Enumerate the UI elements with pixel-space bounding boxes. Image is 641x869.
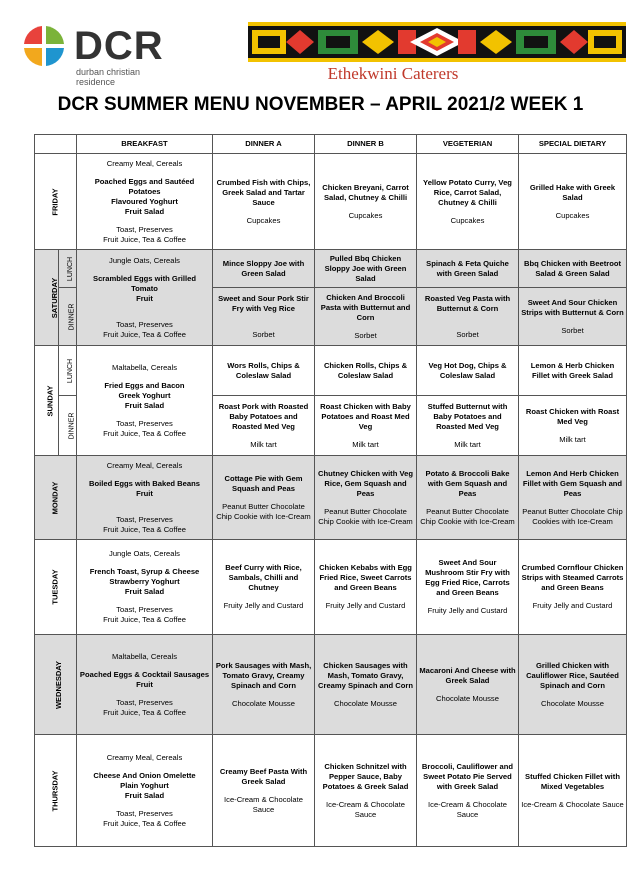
- dinner-a-cell: [213, 396, 315, 456]
- logo-subtitle: durban christian residence: [76, 67, 141, 87]
- vegetarian-cell: [417, 735, 519, 847]
- menu-line: Creamy Meal, Cereals: [106, 158, 183, 168]
- dinner-a-cell: [213, 288, 315, 346]
- page-title: DCR SUMMER MENU NOVEMBER – APRIL 2021/2 WEEK 1: [57, 94, 584, 115]
- menu-line: Chicken Sausages with Mash, Tomato Gravy, Creamy Spinach and Corn: [318, 660, 413, 690]
- dinner-b-cell: [315, 288, 417, 346]
- vegetarian-cell: [417, 396, 519, 456]
- menu-line: Toast, Preserves: [116, 224, 173, 234]
- menu-line: [215, 494, 312, 502]
- menu-line: [79, 411, 210, 419]
- menu-line: Roast Chicken with Roast Med Veg: [525, 406, 620, 426]
- breakfast-cell: [77, 250, 213, 346]
- menu-line: Chicken And Broccoli Pasta with Butternut and Corn: [320, 292, 411, 322]
- menu-line: Toast, Preserves: [116, 697, 173, 707]
- dinner-a-cell: [213, 635, 315, 735]
- menu-line: [419, 598, 516, 606]
- lunch-b-cell: [315, 346, 417, 396]
- menu-line: Sweet And Sour Chicken Strips with Butternut & Corn: [521, 297, 624, 317]
- saturday-lunch-label: LUNCH: [59, 250, 77, 288]
- special-cell: [519, 154, 627, 250]
- menu-line: Roasted Veg Pasta with Butternut & Corn: [424, 293, 511, 313]
- menu-line: [215, 787, 312, 795]
- menu-line: Chutney Chicken with Veg Rice, Gem Squash and Peas: [318, 468, 413, 498]
- menu-line: [317, 323, 414, 331]
- menu-line: Milk tart: [352, 439, 379, 449]
- menu-line: Creamy Meal, Cereals: [106, 752, 183, 762]
- menu-line: [215, 593, 312, 601]
- menu-line: Pork Sausages with Mash, Tomato Gravy, Creamy Spinach and Corn: [215, 660, 312, 690]
- menu-line: Peanut Butter Chocolate Chip Cookie with Ice-Cream: [216, 501, 311, 521]
- menu-line: Fruity Jelly and Custard: [223, 601, 304, 610]
- menu-line: Lemon And Herb Chicken Fillet with Gem Squash and Peas: [522, 468, 623, 498]
- col-special: SPECIAL DIETARY: [519, 135, 627, 154]
- menu-line: French Toast, Syrup & Cheese: [89, 567, 200, 576]
- dinner-b-cell: [315, 635, 417, 735]
- menu-line: Peanut Butter Chocolate Chip Cookie with Ice-Cream: [420, 506, 515, 526]
- lunch-a-cell: [213, 250, 315, 288]
- lunch-s-cell: [519, 346, 627, 396]
- menu-line: Fruit Juice, Tea & Coffee: [103, 234, 186, 244]
- menu-line: Sorbet: [456, 329, 479, 339]
- menu-line: Cupcakes: [450, 215, 485, 225]
- menu-line: Fruity Jelly and Custard: [325, 601, 406, 610]
- col-dinner-b: DINNER B: [315, 135, 417, 154]
- vegetarian-cell: [417, 288, 519, 346]
- menu-line: Sorbet: [252, 329, 275, 339]
- menu-line: [215, 691, 312, 699]
- menu-line: [79, 266, 210, 274]
- menu-line: Fruit Juice, Tea & Coffee: [103, 615, 186, 624]
- row-thursday: [35, 735, 627, 847]
- vegetarian-cell: [417, 540, 519, 635]
- lunch-a-cell: [213, 346, 315, 396]
- menu-line: Ice-Cream & Chocolate Sauce: [521, 799, 624, 809]
- breakfast-cell: [77, 456, 213, 540]
- menu-line: Fruit Salad: [124, 206, 165, 216]
- menu-line: [317, 691, 414, 699]
- menu-line: Chicken Kebabs with Egg Fried Rice, Sweet Carrots and Green Beans: [319, 563, 412, 592]
- sunday-lunch-label: LUNCH: [59, 346, 77, 396]
- menu-line: Sweet and Sour Pork Stir Fry with Veg Rice: [218, 293, 309, 313]
- menu-line: Sorbet: [561, 325, 584, 335]
- menu-line: [79, 801, 210, 809]
- menu-line: Creamy Meal, Cereals: [106, 460, 183, 470]
- corner-cell: [35, 135, 77, 154]
- day-friday: FRIDAY: [35, 154, 77, 250]
- menu-line: Fruit Salad: [124, 587, 165, 596]
- lunch-v-cell: [417, 250, 519, 288]
- menu-line: Cheese And Onion Omelette: [93, 770, 196, 780]
- menu-line: Toast, Preserves: [116, 514, 173, 524]
- special-cell: [519, 396, 627, 456]
- menu-line: Toast, Preserves: [116, 319, 173, 329]
- menu-line: Sorbet: [354, 330, 377, 340]
- menu-line: Lemon & Herb Chicken Fillet with Greek Salad: [530, 360, 615, 380]
- menu-line: Chicken Breyani, Carrot Salad, Chutney & Chilli: [322, 182, 409, 202]
- dinner-a-cell: [213, 456, 315, 540]
- menu-line: [79, 217, 210, 225]
- menu-line: [521, 499, 624, 507]
- menu-line: [419, 686, 516, 694]
- col-breakfast: BREAKFAST: [77, 135, 213, 154]
- menu-line: [419, 314, 516, 322]
- menu-line: Pulled Bbq Chicken Sloppy Joe with Green Salad: [324, 253, 407, 283]
- menu-line: Stuffed Chicken Fillet with Mixed Vegetables: [525, 771, 620, 791]
- menu-line: Fruit Juice, Tea & Coffee: [103, 818, 186, 828]
- menu-line: Milk tart: [454, 439, 481, 449]
- menu-line: Strawberry Yoghurt: [109, 577, 180, 586]
- menu-line: [419, 792, 516, 800]
- menu-line: Wors Rolls, Chips & Coleslaw Salad: [227, 360, 300, 380]
- menu-line: Chicken Schnitzel with Pepper Sauce, Baby Potatoes & Greek Salad: [322, 761, 409, 791]
- menu-line: Milk tart: [250, 439, 277, 449]
- menu-line: [79, 662, 210, 670]
- menu-line: Fruity Jelly and Custard: [427, 606, 508, 615]
- day-saturday: SATURDAY: [35, 250, 59, 346]
- menu-line: Crumbed Cornflour Chicken Strips with Steamed Carrots and Green Beans: [521, 563, 624, 592]
- special-cell: [519, 635, 627, 735]
- menu-line: Peanut Butter Chocolate Chip Cookies with Ice-Cream: [522, 506, 623, 526]
- special-cell: [519, 288, 627, 346]
- menu-line: [521, 593, 624, 601]
- menu-line: [419, 432, 516, 440]
- breakfast-cell: [77, 635, 213, 735]
- menu-line: Chocolate Mousse: [232, 698, 295, 708]
- menu-line: Fruit: [136, 679, 153, 689]
- menu-line: Boiled Eggs with Baked Beans: [89, 478, 200, 488]
- menu-line: Cupcakes: [246, 215, 281, 225]
- menu-line: Bbq Chicken with Beetroot Salad & Green Salad: [523, 258, 622, 278]
- menu-line: Fruit: [136, 488, 153, 498]
- menu-line: Grilled Chicken with Cauliflower Rice, Sautéed Spinach and Corn: [526, 660, 619, 690]
- breakfast-cell: [77, 346, 213, 456]
- header-row: [35, 135, 627, 154]
- day-tuesday: TUESDAY: [35, 540, 77, 635]
- row-saturday-lunch: [35, 250, 627, 288]
- row-wednesday: [35, 635, 627, 735]
- saturday-dinner-label: DINNER: [59, 288, 77, 346]
- day-sunday: SUNDAY: [35, 346, 59, 456]
- menu-line: Greek Yoghurt: [118, 390, 171, 400]
- day-thursday: THURSDAY: [35, 735, 77, 847]
- menu-line: [521, 318, 624, 326]
- special-cell: [519, 735, 627, 847]
- dinner-b-cell: [315, 540, 417, 635]
- menu-line: [419, 322, 516, 330]
- logo-text: DCR: [74, 24, 164, 68]
- menu-line: Ice-Cream & Chocolate Sauce: [224, 794, 303, 814]
- menu-line: Poached Eggs and Sautéed Potatoes: [94, 176, 195, 196]
- menu-line: Beef Curry with Rice, Sambals, Chilli and Chutney: [225, 563, 302, 592]
- menu-table: [34, 134, 627, 847]
- menu-line: [419, 208, 516, 216]
- menu-line: [79, 507, 210, 515]
- menu-line: Creamy Beef Pasta With Greek Salad: [219, 766, 308, 786]
- row-sunday-lunch: [35, 346, 627, 396]
- menu-line: [317, 792, 414, 800]
- menu-line: Crumbed Fish with Chips, Greek Salad and Tartar Sauce: [216, 177, 311, 207]
- vegetarian-cell: [417, 154, 519, 250]
- menu-line: Grilled Hake with Greek Salad: [529, 182, 616, 202]
- menu-line: Fried Eggs and Bacon: [104, 380, 185, 390]
- menu-line: [79, 471, 210, 479]
- menu-line: Chocolate Mousse: [436, 693, 499, 703]
- menu-line: [79, 559, 210, 567]
- menu-line: [521, 691, 624, 699]
- menu-line: Toast, Preserves: [116, 605, 173, 614]
- menu-line: Cupcakes: [555, 210, 590, 220]
- menu-line: Roast Chicken with Baby Potatoes and Roast Med Veg: [320, 401, 411, 431]
- row-tuesday: [35, 540, 627, 635]
- dinner-a-cell: [213, 540, 315, 635]
- cross-logo-icon: [20, 22, 68, 70]
- menu-line: Ice-Cream & Chocolate Sauce: [326, 799, 405, 819]
- menu-line: Chicken Rolls, Chips & Coleslaw Salad: [323, 360, 408, 380]
- menu-line: Chocolate Mousse: [541, 698, 604, 708]
- menu-line: [79, 763, 210, 771]
- menu-line: Poached Eggs & Cocktail Sausages: [79, 669, 210, 679]
- menu-line: Fruit Juice, Tea & Coffee: [103, 329, 186, 339]
- menu-line: Maltabella, Cereals: [112, 651, 177, 661]
- day-monday: MONDAY: [35, 456, 77, 540]
- menu-line: [317, 499, 414, 507]
- menu-line: Peanut Butter Chocolate Chip Cookie with Ice-Cream: [318, 506, 413, 526]
- menu-line: Maltabella, Cereals: [112, 362, 177, 372]
- menu-line: Macaroni And Cheese with Greek Salad: [419, 665, 516, 685]
- menu-line: Fruity Jelly and Custard: [532, 601, 613, 610]
- dinner-b-cell: [315, 456, 417, 540]
- menu-line: Fruit Salad: [124, 400, 165, 410]
- menu-line: Fruit Juice, Tea & Coffee: [103, 524, 186, 534]
- menu-line: Sweet And Sour Mushroom Stir Fry with Egg Fried Rice, Carrots and Green Beans: [425, 558, 510, 597]
- caterer-name: Ethekwini Caterers: [327, 64, 459, 83]
- menu-line: Spinach & Feta Quiche with Green Salad: [426, 258, 509, 278]
- menu-line: Toast, Preserves: [116, 808, 173, 818]
- menu-line: [215, 432, 312, 440]
- menu-line: [79, 499, 210, 507]
- menu-line: [317, 593, 414, 601]
- col-dinner-a: DINNER A: [213, 135, 315, 154]
- menu-line: Stuffed Butternut with Baby Potatoes and Roasted Med Veg: [427, 401, 508, 431]
- menu-line: Cottage Pie with Gem Squash and Peas: [224, 473, 303, 493]
- menu-line: Cupcakes: [348, 210, 383, 220]
- menu-line: Fruit Salad: [124, 790, 165, 800]
- menu-line: [79, 169, 210, 177]
- menu-line: Ice-Cream & Chocolate Sauce: [428, 799, 507, 819]
- menu-line: [317, 203, 414, 211]
- breakfast-cell: [77, 735, 213, 847]
- row-friday: [35, 154, 627, 250]
- menu-line: Milk tart: [559, 434, 586, 444]
- menu-line: [79, 304, 210, 312]
- menu-line: Plain Yoghurt: [120, 780, 169, 790]
- sunday-dinner-label: DINNER: [59, 396, 77, 456]
- menu-line: [521, 203, 624, 211]
- menu-line: [215, 208, 312, 216]
- menu-line: Jungle Oats, Cereals: [109, 549, 180, 558]
- pattern-banner: [248, 22, 626, 62]
- menu-line: [215, 322, 312, 330]
- dinner-a-cell: [213, 735, 315, 847]
- breakfast-cell: [77, 540, 213, 635]
- menu-line: [215, 314, 312, 322]
- menu-line: Potato & Broccoli Bake with Gem Squash and Peas: [425, 468, 510, 498]
- menu-line: Broccoli, Cauliflower and Sweet Potato Pie Served with Greek Salad: [421, 761, 514, 791]
- lunch-v-cell: [417, 346, 519, 396]
- breakfast-cell: [77, 154, 213, 250]
- menu-line: Chocolate Mousse: [334, 698, 397, 708]
- vegetarian-cell: [417, 456, 519, 540]
- dinner-a-cell: [213, 154, 315, 250]
- dinner-b-cell: [315, 396, 417, 456]
- menu-line: [419, 499, 516, 507]
- vegetarian-cell: [417, 635, 519, 735]
- menu-line: [79, 312, 210, 320]
- menu-line: [79, 373, 210, 381]
- menu-line: [521, 792, 624, 800]
- row-monday: [35, 456, 627, 540]
- menu-line: Flavoured Yoghurt: [111, 196, 178, 206]
- menu-line: Roast Pork with Roasted Baby Potatoes and Roasted Med Veg: [218, 401, 309, 431]
- menu-line: [79, 597, 210, 605]
- menu-line: Toast, Preserves: [116, 418, 173, 428]
- special-cell: [519, 456, 627, 540]
- menu-line: [79, 690, 210, 698]
- menu-line: Veg Hot Dog, Chips & Coleslaw Salad: [428, 360, 507, 380]
- special-cell: [519, 540, 627, 635]
- menu-line: Fruit Juice, Tea & Coffee: [103, 428, 186, 438]
- menu-line: [521, 427, 624, 435]
- menu-line: Fruit: [136, 293, 153, 303]
- dinner-b-cell: [315, 154, 417, 250]
- lunch-b-cell: [315, 250, 417, 288]
- menu-line: Jungle Oats, Cereals: [109, 255, 180, 265]
- day-wednesday: WEDNESDAY: [35, 635, 77, 735]
- dcr-logo: [20, 22, 180, 87]
- lunch-s-cell: [519, 250, 627, 288]
- dinner-b-cell: [315, 735, 417, 847]
- menu-line: Mince Sloppy Joe with Green Salad: [222, 258, 305, 278]
- menu-line: Yellow Potato Curry, Veg Rice, Carrot Salad, Chutney & Chilli: [423, 177, 512, 207]
- col-vegetarian: VEGETERIAN: [417, 135, 519, 154]
- menu-line: [317, 432, 414, 440]
- menu-line: Fruit Juice, Tea & Coffee: [103, 707, 186, 717]
- menu-line: Scrambled Eggs with Grilled Tomato: [93, 273, 196, 293]
